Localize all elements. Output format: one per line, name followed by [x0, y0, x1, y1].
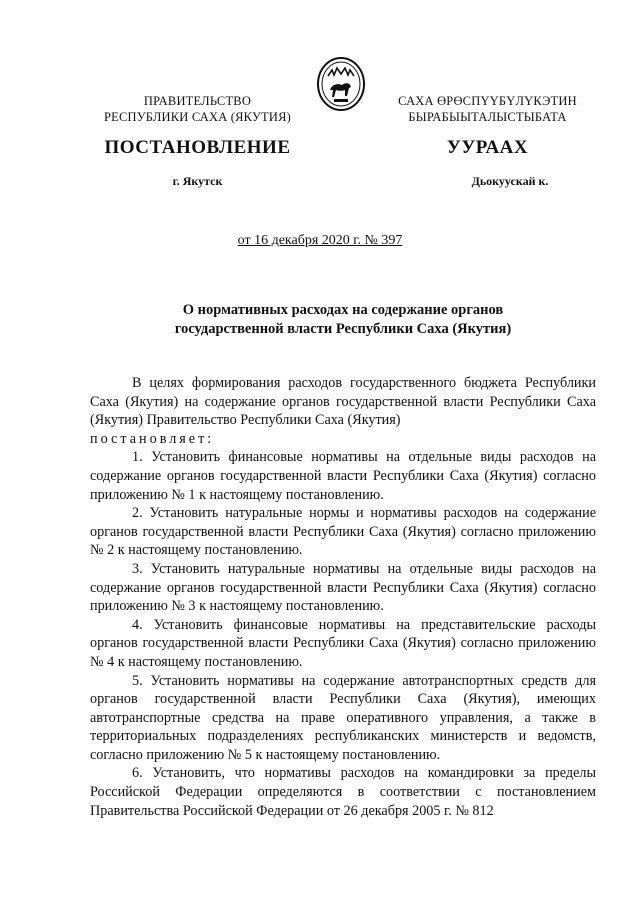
document-title-line1: О нормативных расходах на содержание органов — [182, 302, 504, 318]
city-sah: Дьокуускай к. — [471, 174, 549, 188]
government-name-sah-line2: БЫРАБЫЫТАЛЫСТЫБАТА — [408, 110, 567, 124]
list-item: 1. Установить финансовые нормативы на отдельные виды расходов на содержание органов государственной власти Республики Саха (Якутия) согласно приложению № 1 к настоящему постановлению. — [90, 449, 596, 503]
government-name-sah-line1: САХА ӨРӨСПҮҮБҮЛҮКЭТИН — [398, 94, 577, 108]
government-name-ru-line2: РЕСПУБЛИКИ САХА (ЯКУТИЯ) — [104, 110, 291, 124]
document-body — [90, 374, 596, 820]
list-item: 2. Установить натуральные нормы и нормативы расходов на содержание органов государственной власти Республики Саха (Якутия) согласно приложению № 2 к настоящему постановлению. — [90, 505, 596, 559]
header-right — [390, 93, 585, 125]
list-item: 3. Установить натуральные нормативы на отдельные виды расходов на содержание органов государственной власти Республики Саха (Якутия) согласно приложению № 3 к настоящему постановлению. — [90, 560, 596, 615]
city-ru: г. Якутск — [172, 174, 223, 188]
doc-type-sah: УУРААХ — [446, 137, 529, 158]
document-title — [90, 301, 596, 339]
preamble: В целях формирования расходов государственного бюджета Республики Саха (Якутия) на содержание органов государственной власти Республики Саха (Якутия) Правительство Республики Саха (Якутия) — [90, 375, 596, 429]
header-left — [95, 93, 300, 125]
decree-word: постановляет: — [90, 430, 215, 447]
doc-type-ru: ПОСТАНОВЛЕНИЕ — [104, 137, 291, 158]
list-item: 6. Установить, что нормативы расходов на командировки за пределы Российской Федерации определяются в соответствии с постановлением Правительства Российской Федерации от 26 декабря 2005 г. № 812 — [90, 765, 596, 819]
list-item: 4. Установить финансовые нормативы на представительские расходы органов государственной власти Республики Саха (Якутия) согласно приложению № 4 к настоящему постановлению. — [90, 616, 596, 670]
decree-date-number: от 16 декабря 2020 г. № 397 — [237, 233, 403, 248]
government-name-ru-line1: ПРАВИТЕЛЬСТВО — [143, 94, 252, 108]
document-title-line2: государственной власти Республики Саха (Якутия) — [174, 321, 512, 337]
list-item: 5. Установить нормативы на содержание автотранспортных средств для органов государственной власти Республики Саха (Якутия), имеющих автотранспортные средства на праве оперативного управления, а также в территориальных подразделениях республиканских министерств и ведомств, согласно приложению № 5 к настоящему постановлению. — [90, 672, 596, 763]
coat-of-arms-sakha-icon — [316, 56, 366, 112]
